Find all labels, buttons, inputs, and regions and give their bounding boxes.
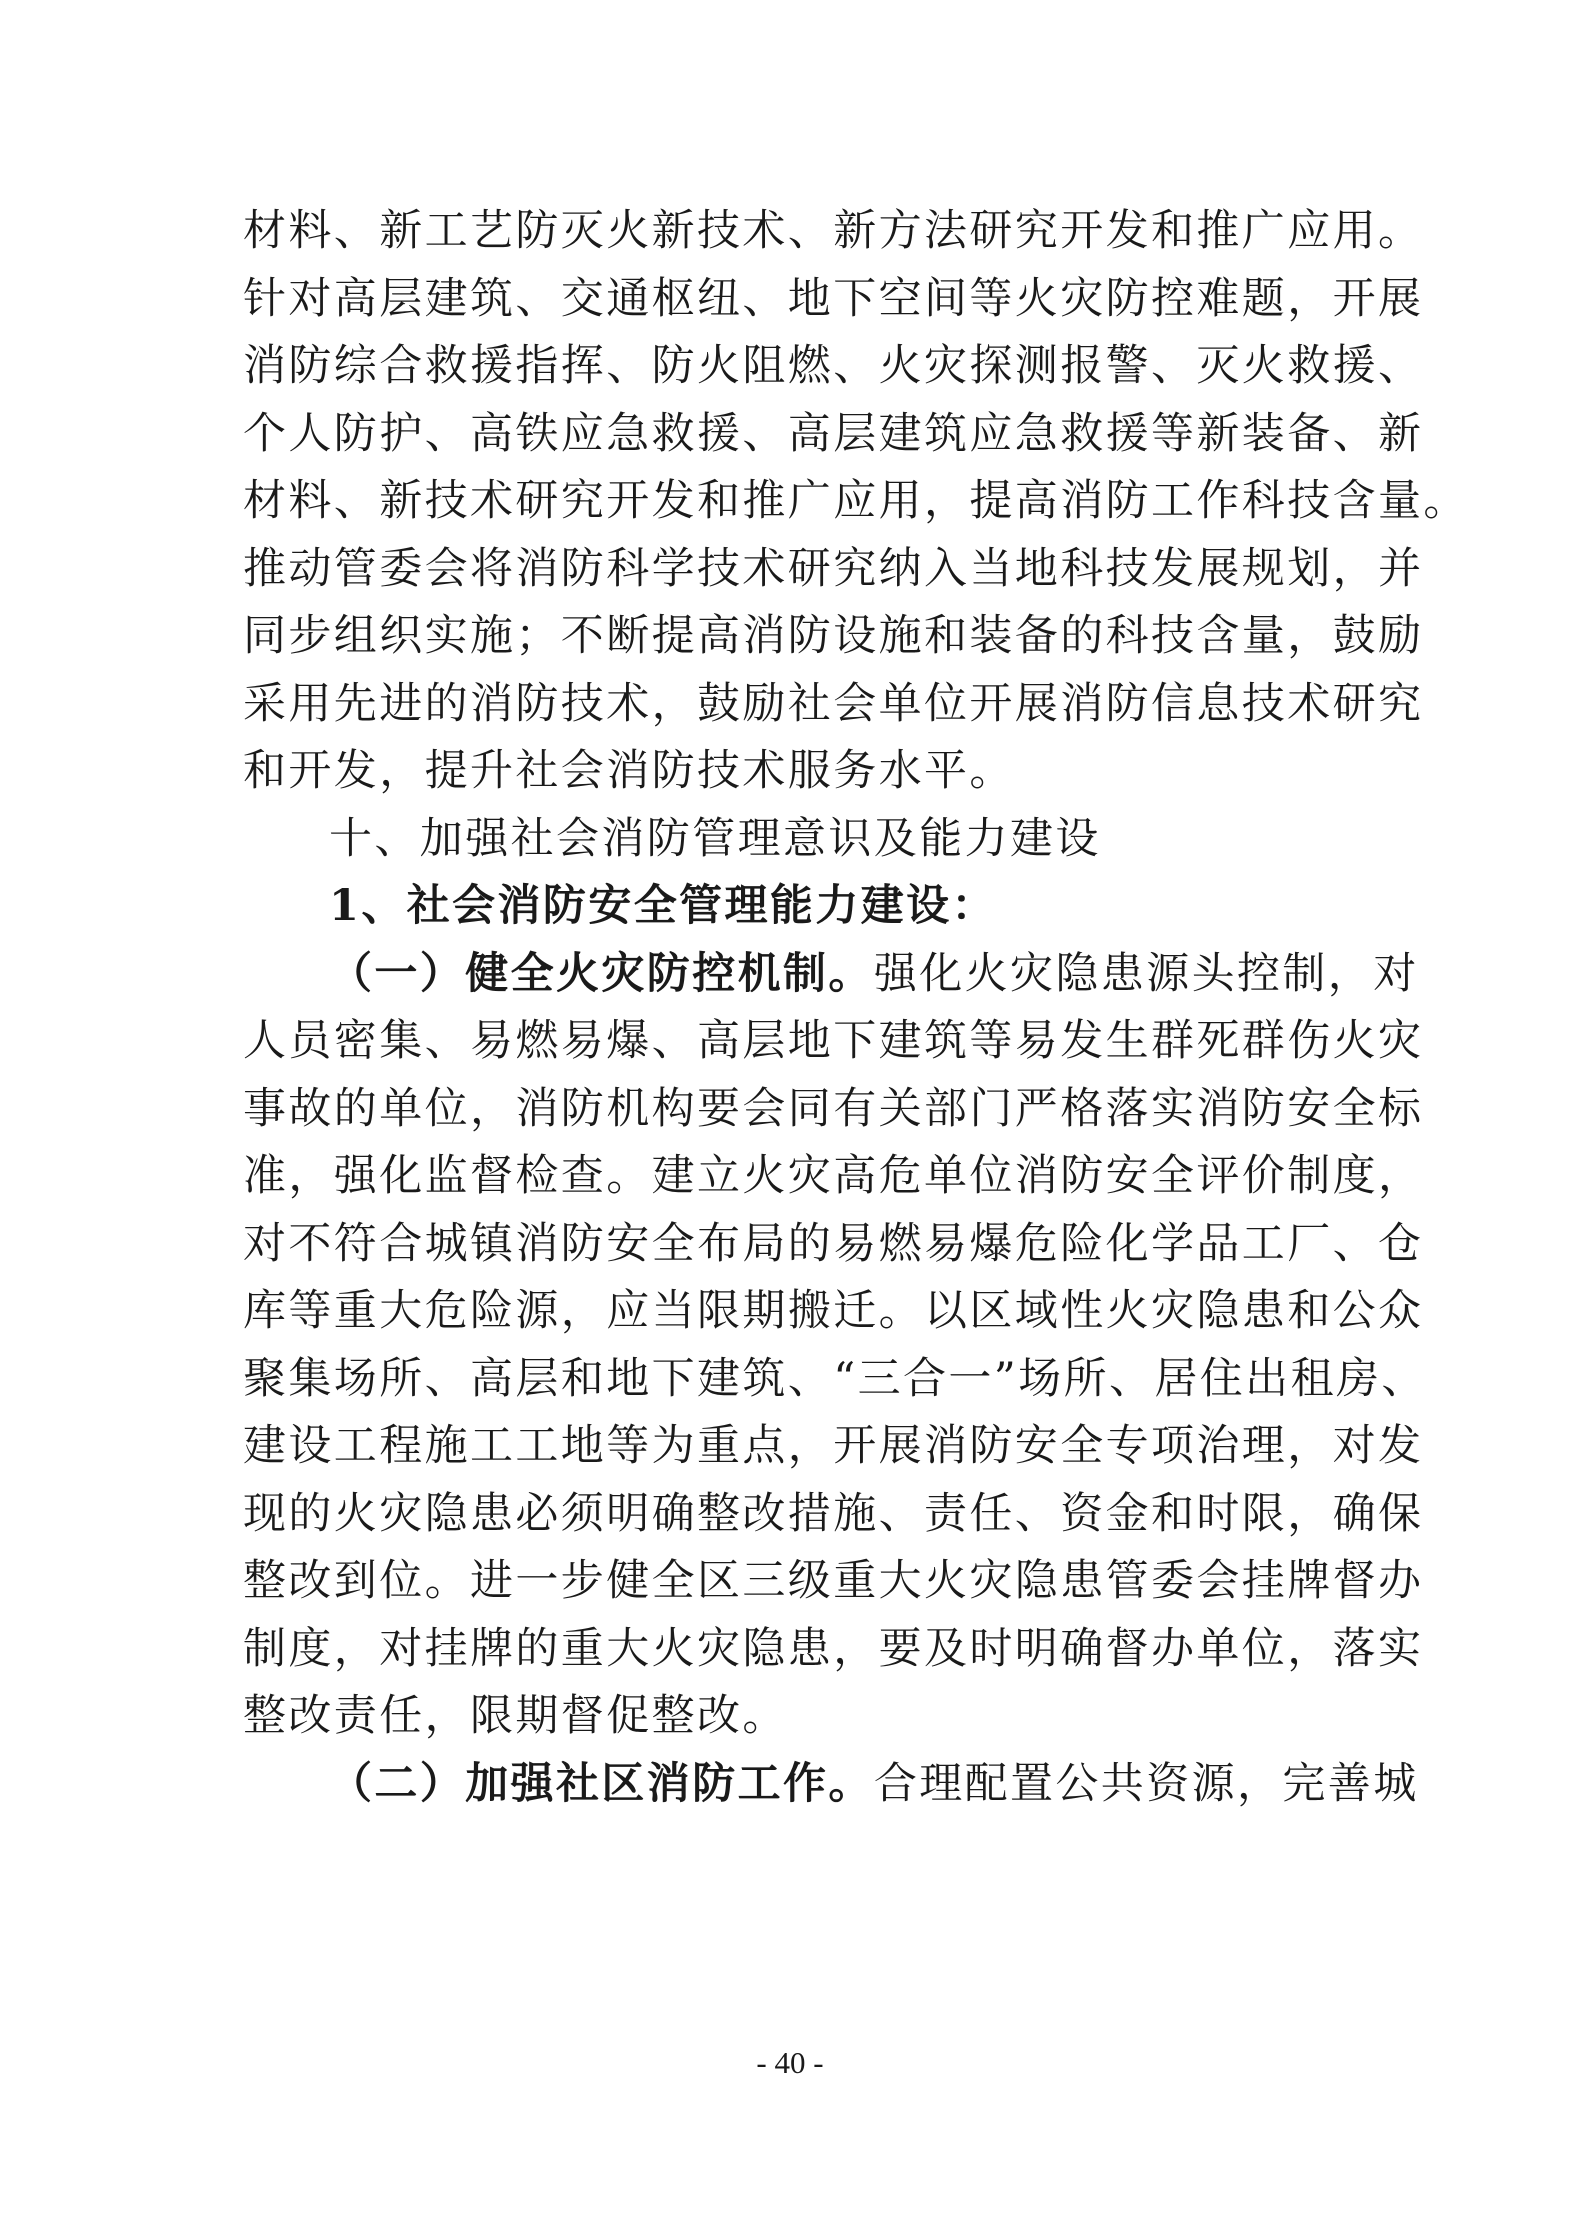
text-line: 建设工程施工工地等为重点，开展消防安全专项治理，对发 xyxy=(243,1421,1424,1471)
paragraph-1-first-line xyxy=(243,941,1419,1009)
text-line: 材料、新技术研究开发和推广应用，提高消防工作科技含量。 xyxy=(243,476,1469,526)
paragraph-2-first-line xyxy=(243,1751,1419,1819)
text-line: 消防综合救援指挥、防火阻燃、火灾探测报警、灭火救援、 xyxy=(243,341,1424,391)
text-line: 整改责任，限期督促整改。 xyxy=(243,1691,788,1741)
text-line: 制度，对挂牌的重大火灾隐患，要及时明确督办单位，落实 xyxy=(243,1623,1424,1674)
paragraph-2-lead: （二）加强社区消防工作。 xyxy=(329,1758,874,1809)
paragraph-1-first-line-text: 强化火灾隐患源头控制，对 xyxy=(873,948,1419,999)
text-line: 事故的单位，消防机构要会同有关部门严格落实消防安全标 xyxy=(243,1083,1424,1134)
text-line: 准，强化监督检查。建立火灾高危单位消防安全评价制度， xyxy=(243,1151,1424,1201)
text-line: 聚集场所、高层和地下建筑、“三合一”场所、居住出租房、 xyxy=(243,1353,1427,1404)
text-line: 针对高层建筑、交通枢纽、地下空间等火灾防控难题，开展 xyxy=(243,273,1424,324)
text-line: 和开发，提升社会消防技术服务水平。 xyxy=(243,746,1015,796)
text-line: 现的火灾隐患必须明确整改措施、责任、资金和时限，确保 xyxy=(243,1488,1424,1539)
text-line: 同步组织实施；不断提高消防设施和装备的科技含量，鼓励 xyxy=(243,611,1424,661)
text-line: 整改到位。进一步健全区三级重大火灾隐患管委会挂牌督办 xyxy=(243,1556,1424,1606)
text-line: 人员密集、易燃易爆、高层地下建筑等易发生群死群伤火灾 xyxy=(243,1016,1424,1066)
text-line: 库等重大危险源，应当限期搬迁。以区域性火灾隐患和公众 xyxy=(243,1286,1424,1336)
paragraph-2-first-line-text: 合理配置公共资源，完善城 xyxy=(873,1758,1419,1809)
section-heading: 十、加强社会消防管理意识及能力建设 xyxy=(329,813,1101,864)
text-line: 个人防护、高铁应急救援、高层建筑应急救援等新装备、新 xyxy=(243,408,1424,459)
body-text xyxy=(243,198,1469,1818)
text-line: 对不符合城镇消防安全布局的易燃易爆危险化学品工厂、仓 xyxy=(243,1218,1424,1269)
text-line: 材料、新工艺防灭火新技术、新方法研究开发和推广应用。 xyxy=(243,206,1424,256)
paragraph-1-lead: （一）健全火灾防控机制。 xyxy=(329,948,874,999)
subsection-heading: 1、社会消防安全管理能力建设： xyxy=(329,881,997,931)
text-line: 采用先进的消防技术，鼓励社会单位开展消防信息技术研究 xyxy=(243,678,1424,729)
page-number: - 40 - xyxy=(756,2045,824,2080)
text-line: 推动管委会将消防科学技术研究纳入当地科技发展规划，并 xyxy=(243,543,1424,594)
